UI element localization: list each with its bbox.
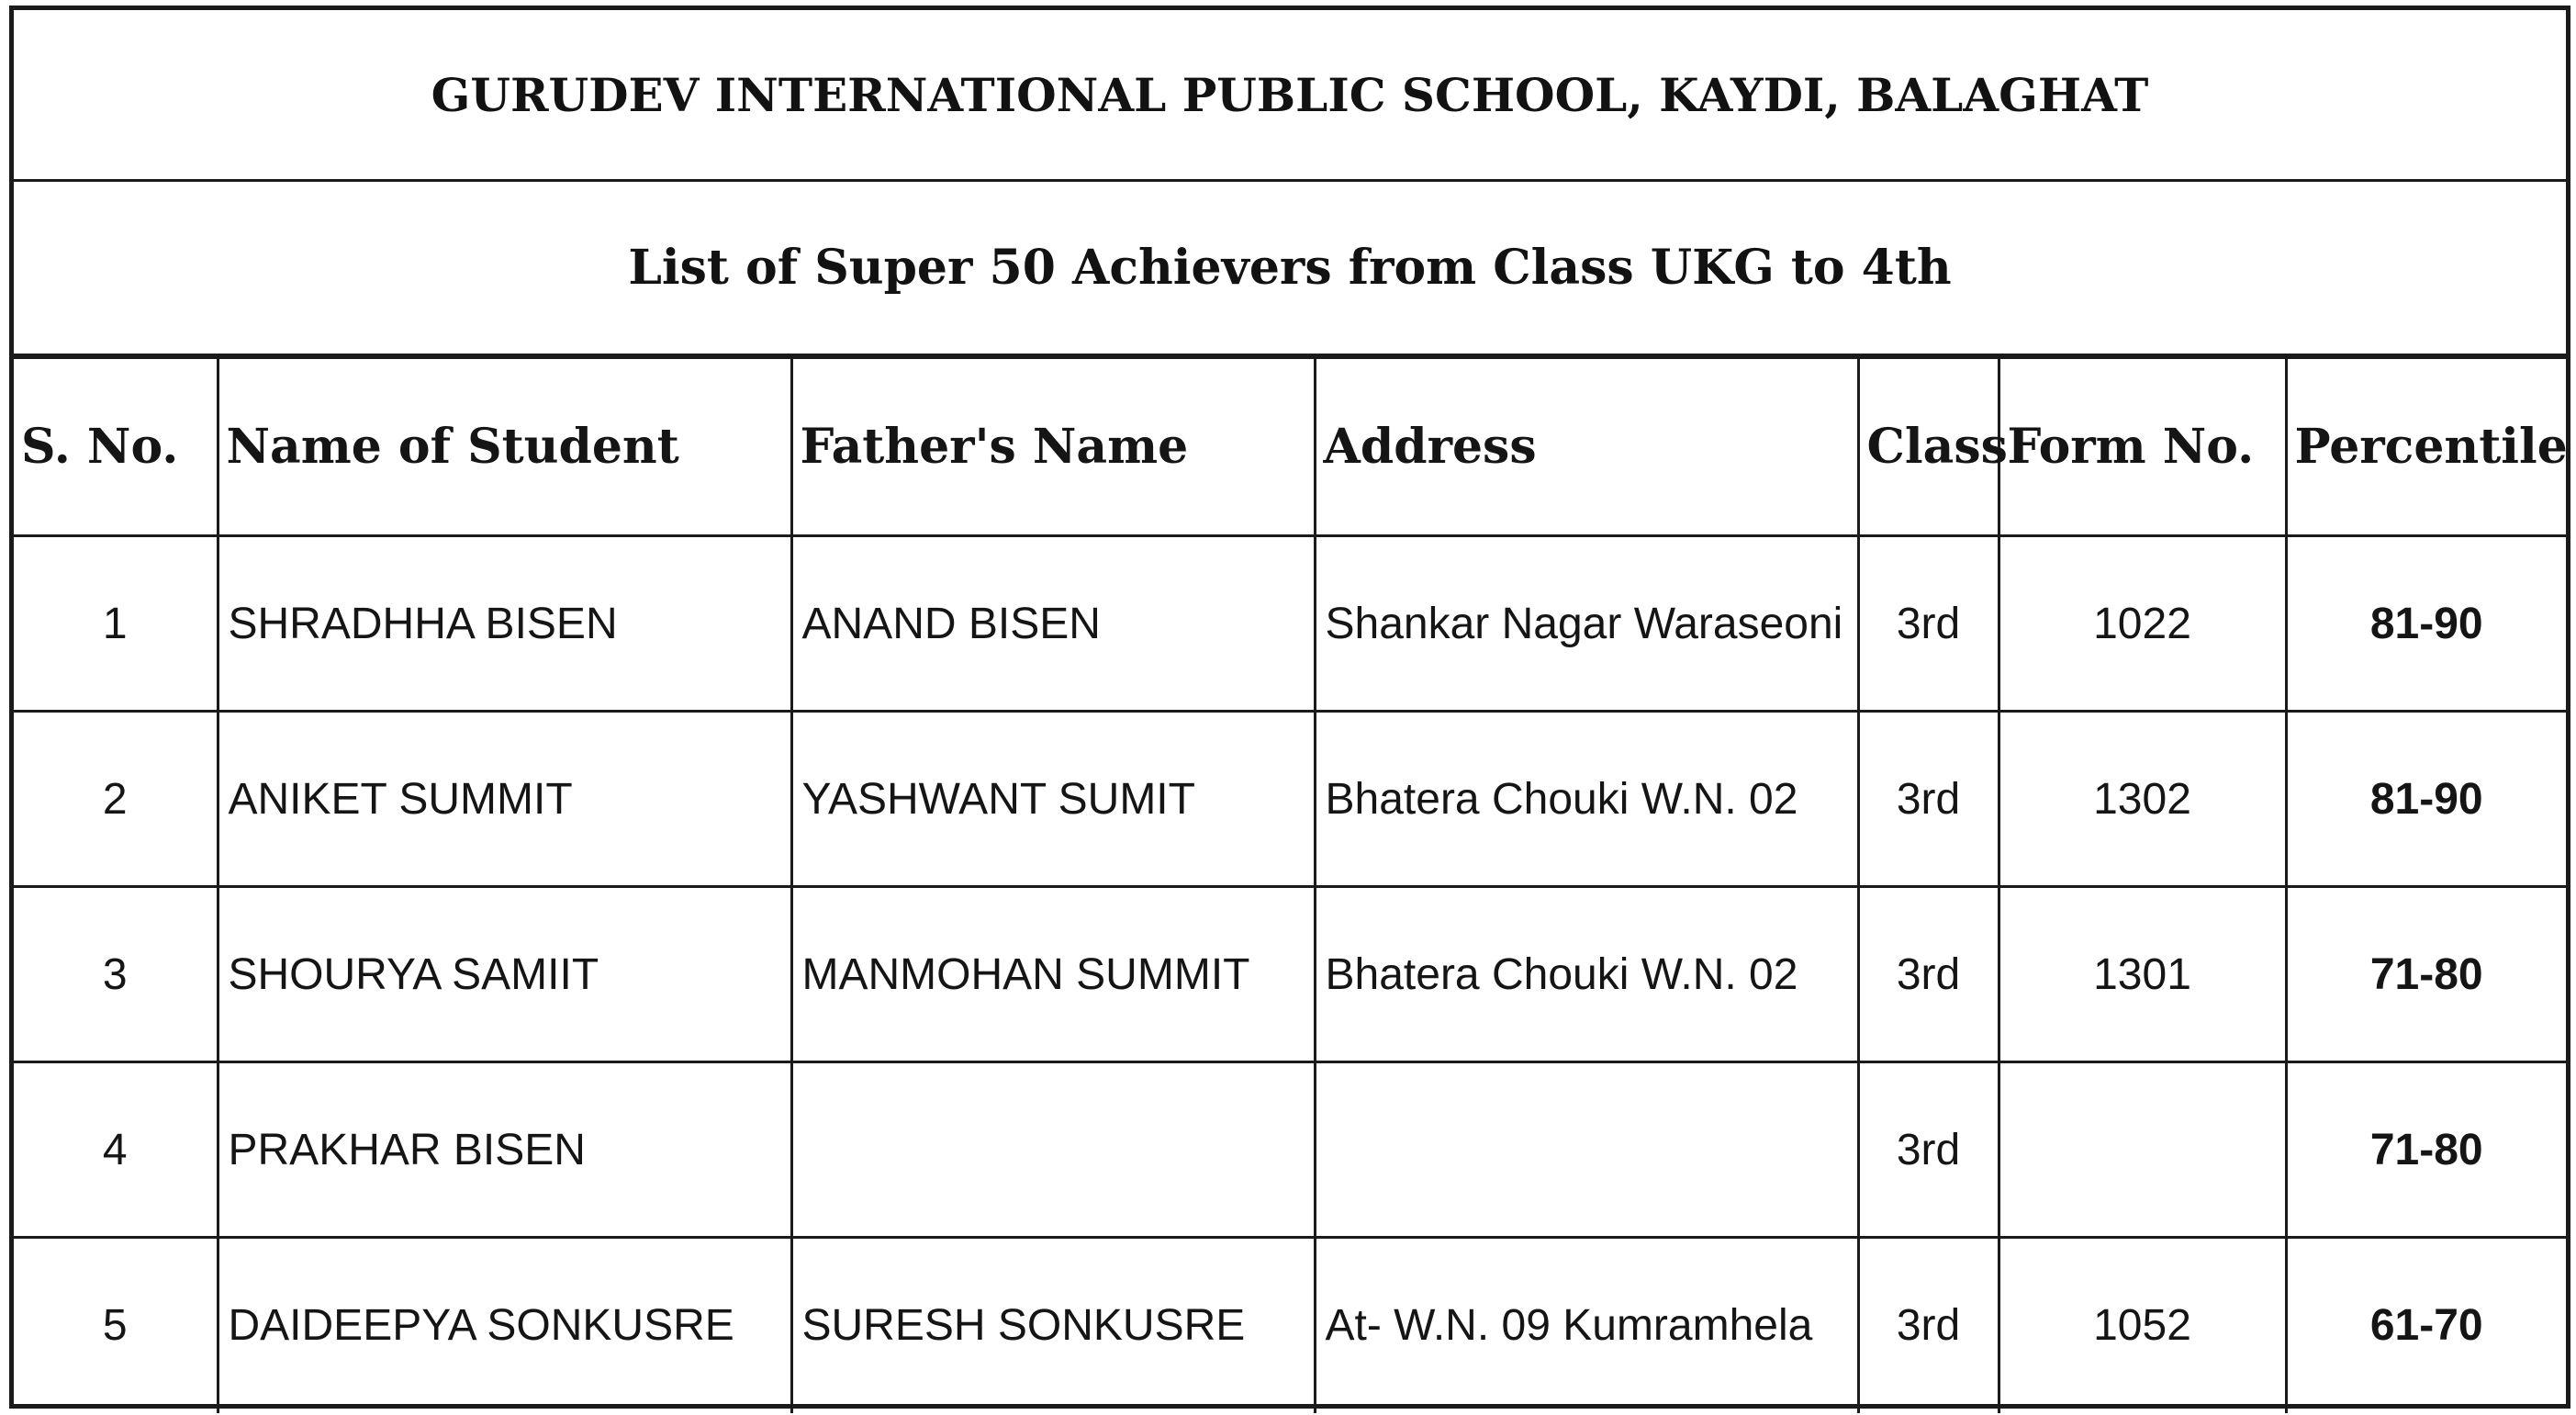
cell-percentile: 81-90 [2286,712,2566,887]
cell-class: 3rd [1858,1238,1999,1413]
header-father-name: Father's Name [791,358,1315,536]
header-class: Class [1858,358,1999,536]
table-row [14,712,2566,887]
cell-address: Bhatera Chouki W.N. 02 [1315,887,1858,1062]
list-title: List of Super 50 Achievers from Class UKG to 4th [14,182,2566,356]
cell-address: Bhatera Chouki W.N. 02 [1315,712,1858,887]
cell-student-name: DAIDEEPYA SONKUSRE [218,1238,791,1413]
cell-student-name: ANIKET SUMMIT [218,712,791,887]
cell-sno: 1 [14,536,218,712]
table-row [14,1238,2566,1413]
cell-class: 3rd [1858,1062,1999,1238]
cell-father-name: MANMOHAN SUMMIT [791,887,1315,1062]
cell-percentile: 71-80 [2286,1062,2566,1238]
header-row [14,358,2566,536]
cell-class: 3rd [1858,887,1999,1062]
document-sheet [9,6,2570,1409]
cell-address [1315,1062,1858,1238]
cell-father-name: YASHWANT SUMIT [791,712,1315,887]
table-row [14,887,2566,1062]
cell-address: At- W.N. 09 Kumramhela [1315,1238,1858,1413]
table-row [14,1062,2566,1238]
header-percentile: Percentile [2286,358,2566,536]
cell-form-no: 1022 [1999,536,2286,712]
cell-class: 3rd [1858,712,1999,887]
header-form-no: Form No. [1999,358,2286,536]
cell-class: 3rd [1858,536,1999,712]
cell-sno: 2 [14,712,218,887]
cell-sno: 5 [14,1238,218,1413]
cell-sno: 3 [14,887,218,1062]
cell-sno: 4 [14,1062,218,1238]
cell-student-name: SHRADHHA BISEN [218,536,791,712]
cell-student-name: PRAKHAR BISEN [218,1062,791,1238]
header-address: Address [1315,358,1858,536]
cell-form-no [1999,1062,2286,1238]
school-name: GURUDEV INTERNATIONAL PUBLIC SCHOOL, KAYDI, BALAGHAT [14,10,2566,182]
header-student-name: Name of Student [218,358,791,536]
cell-address: Shankar Nagar Waraseoni [1315,536,1858,712]
cell-form-no: 1052 [1999,1238,2286,1413]
header-sno: S. No. [14,358,218,536]
cell-father-name [791,1062,1315,1238]
table-row [14,536,2566,712]
cell-student-name: SHOURYA SAMIIT [218,887,791,1062]
cell-percentile: 61-70 [2286,1238,2566,1413]
cell-father-name: ANAND BISEN [791,536,1315,712]
cell-form-no: 1301 [1999,887,2286,1062]
cell-father-name: SURESH SONKUSRE [791,1238,1315,1413]
cell-percentile: 81-90 [2286,536,2566,712]
cell-form-no: 1302 [1999,712,2286,887]
achievers-table [14,356,2566,1413]
cell-percentile: 71-80 [2286,887,2566,1062]
